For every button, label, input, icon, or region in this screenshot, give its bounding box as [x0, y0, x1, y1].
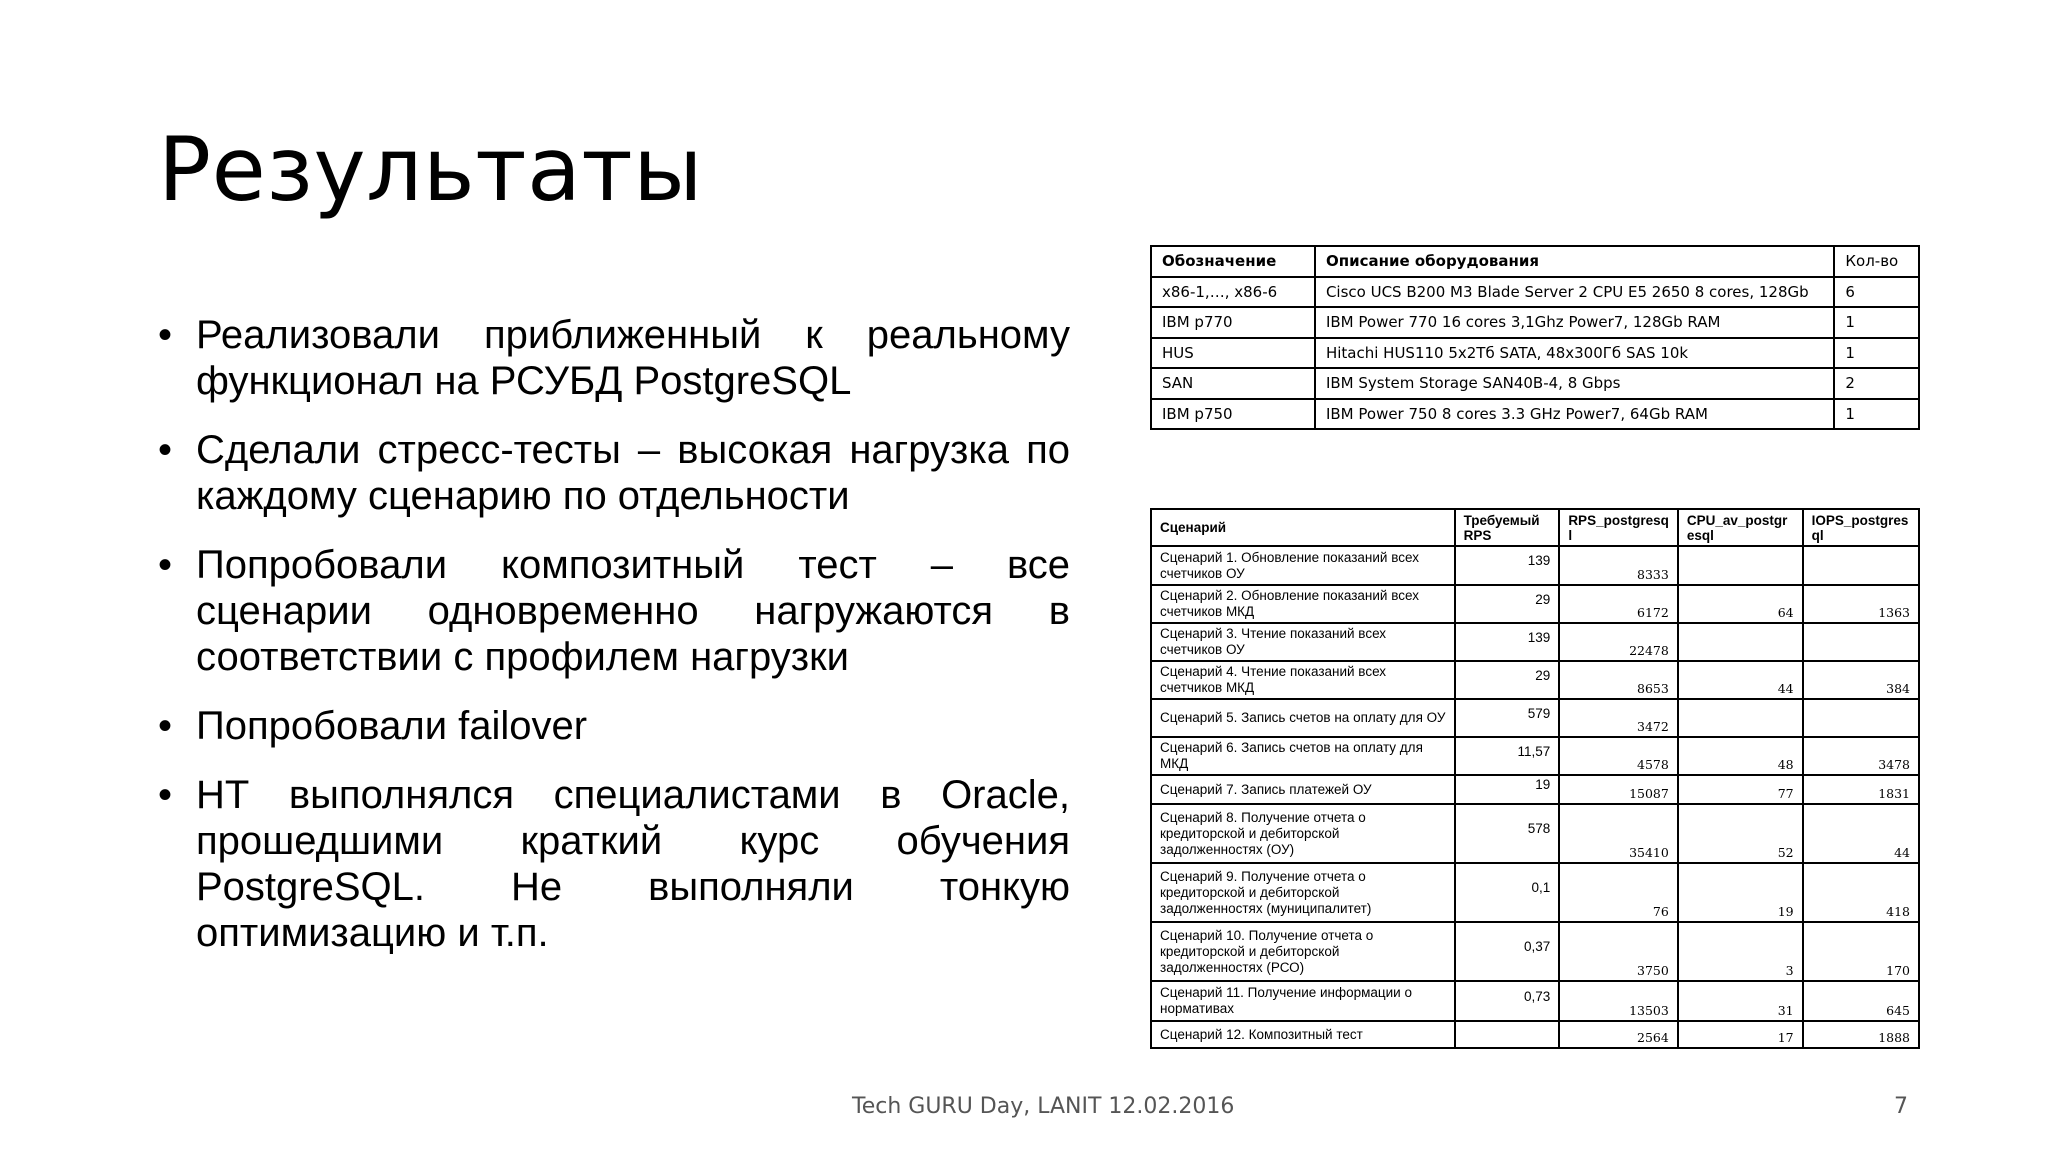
table-cell: Сценарий 1. Обновление показаний всех счетчиков ОУ — [1151, 546, 1455, 585]
table-row — [1151, 1021, 1919, 1048]
table-cell: SAN — [1151, 368, 1315, 399]
table-cell: IBM p770 — [1151, 307, 1315, 338]
table-row — [1151, 307, 1919, 338]
table-cell: 3478 — [1803, 737, 1919, 775]
table-cell: 645 — [1803, 981, 1919, 1021]
table-cell: 4578 — [1559, 737, 1678, 775]
table-cell: 8333 — [1559, 546, 1678, 585]
table-cell: Сценарий 3. Чтение показаний всех счетчиков ОУ — [1151, 623, 1455, 661]
table-header-cell: RPS_postgresql — [1559, 509, 1678, 546]
table-cell: 170 — [1803, 922, 1919, 981]
table-row — [1151, 399, 1919, 430]
table-cell: 6172 — [1559, 585, 1678, 623]
table-cell: HUS — [1151, 338, 1315, 369]
table-cell: 48 — [1678, 737, 1803, 775]
table-cell: 384 — [1803, 661, 1919, 699]
bullet-item: • Попробовали композитный тест – все сценарии одновременно нагружаются в соответствии с профилем нагрузки — [158, 542, 1070, 680]
table-cell: 29 — [1455, 585, 1560, 623]
bullet-list — [158, 312, 1070, 979]
bullet-item: • Реализовали приближенный к реальному функционал на РСУБД PostgreSQL — [158, 312, 1070, 404]
table-cell: IBM Power 750 8 cores 3.3 GHz Power7, 64Gb RAM — [1315, 399, 1834, 430]
table-cell: 1 — [1834, 338, 1919, 369]
table-cell: 44 — [1803, 804, 1919, 863]
scenario-results-table — [1150, 508, 1920, 1049]
table-header-row — [1151, 509, 1919, 546]
bullet-item: • НТ выполнялся специалистами в Oracle, прошедшими краткий курс обучения PostgreSQL. Не выполняли тонкую оптимизацию и т.п. — [158, 772, 1070, 956]
table-cell: 19 — [1455, 775, 1560, 804]
table-cell: 29 — [1455, 661, 1560, 699]
table-cell: 139 — [1455, 546, 1560, 585]
table-row — [1151, 981, 1919, 1021]
table-header-cell: CPU_av_postgresql — [1678, 509, 1803, 546]
table-cell: 52 — [1678, 804, 1803, 863]
table-cell: Сценарий 11. Получение информации о нормативах — [1151, 981, 1455, 1021]
table-cell — [1803, 623, 1919, 661]
table-header-cell: Описание оборудования — [1315, 246, 1834, 277]
table-header-cell: Требуемый RPS — [1455, 509, 1560, 546]
table-cell: 13503 — [1559, 981, 1678, 1021]
table-cell: 2564 — [1559, 1021, 1678, 1048]
table-row — [1151, 338, 1919, 369]
table-cell: 11,57 — [1455, 737, 1560, 775]
table-cell: 17 — [1678, 1021, 1803, 1048]
table-cell: 1 — [1834, 399, 1919, 430]
table-cell — [1678, 623, 1803, 661]
table-cell: Сценарий 9. Получение отчета о кредиторской и дебиторской задолженностях (муниципалитет) — [1151, 863, 1455, 922]
table-row — [1151, 699, 1919, 737]
bullet-item: • Сделали стресс-тесты – высокая нагрузка по каждому сценарию по отдельности — [158, 427, 1070, 519]
table-row — [1151, 804, 1919, 863]
table-cell: 578 — [1455, 804, 1560, 863]
table-row — [1151, 368, 1919, 399]
equipment-table — [1150, 245, 1920, 430]
table-cell — [1803, 546, 1919, 585]
table-cell: 1 — [1834, 307, 1919, 338]
table-cell: 1888 — [1803, 1021, 1919, 1048]
table-cell: Сценарий 4. Чтение показаний всех счетчиков МКД — [1151, 661, 1455, 699]
table-cell: 0,73 — [1455, 981, 1560, 1021]
table-cell: x86-1,…, x86-6 — [1151, 277, 1315, 308]
table-header-row — [1151, 246, 1919, 277]
table-header-cell: Кол-во — [1834, 246, 1919, 277]
page-number: 7 — [1894, 1094, 1908, 1119]
table-cell: 139 — [1455, 623, 1560, 661]
table-cell — [1803, 699, 1919, 737]
table-cell: 3 — [1678, 922, 1803, 981]
table-cell: 19 — [1678, 863, 1803, 922]
table-cell: 579 — [1455, 699, 1560, 737]
table-cell: Сценарий 5. Запись счетов на оплату для ОУ — [1151, 699, 1455, 737]
table-cell: 0,1 — [1455, 863, 1560, 922]
table-cell: 44 — [1678, 661, 1803, 699]
table-cell: 1363 — [1803, 585, 1919, 623]
table-cell: 3750 — [1559, 922, 1678, 981]
table-row — [1151, 922, 1919, 981]
table-cell: 1831 — [1803, 775, 1919, 804]
table-cell: 64 — [1678, 585, 1803, 623]
table-cell: Сценарий 10. Получение отчета о кредиторской и дебиторской задолженностях (РСО) — [1151, 922, 1455, 981]
table-row — [1151, 863, 1919, 922]
table-cell: Сценарий 6. Запись счетов на оплату для МКД — [1151, 737, 1455, 775]
table-cell: 6 — [1834, 277, 1919, 308]
bullet-item: • Попробовали failover — [158, 703, 1070, 749]
footer-text: Tech GURU Day, LANIT 12.02.2016 — [852, 1094, 1235, 1119]
table-cell: 2 — [1834, 368, 1919, 399]
table-cell: 15087 — [1559, 775, 1678, 804]
table-cell — [1678, 699, 1803, 737]
table-cell: 77 — [1678, 775, 1803, 804]
table-cell: Сценарий 2. Обновление показаний всех счетчиков МКД — [1151, 585, 1455, 623]
table-cell: Hitachi HUS110 5x2Тб SATA, 48x300Гб SAS 10k — [1315, 338, 1834, 369]
table-row — [1151, 661, 1919, 699]
table-row — [1151, 737, 1919, 775]
table-row — [1151, 775, 1919, 804]
table-cell — [1455, 1021, 1560, 1048]
table-cell: 0,37 — [1455, 922, 1560, 981]
table-cell: Сценарий 7. Запись платежей ОУ — [1151, 775, 1455, 804]
table-cell: 418 — [1803, 863, 1919, 922]
table-row — [1151, 585, 1919, 623]
table-row — [1151, 277, 1919, 308]
table-row — [1151, 623, 1919, 661]
table-cell: Сценарий 8. Получение отчета о кредиторской и дебиторской задолженностях (ОУ) — [1151, 804, 1455, 863]
table-cell: 3472 — [1559, 699, 1678, 737]
table-row — [1151, 546, 1919, 585]
table-header-cell: Обозначение — [1151, 246, 1315, 277]
table-cell: 76 — [1559, 863, 1678, 922]
table-cell: Сценарий 12. Композитный тест — [1151, 1021, 1455, 1048]
table-cell: 35410 — [1559, 804, 1678, 863]
table-cell: 8653 — [1559, 661, 1678, 699]
table-header-cell: Сценарий — [1151, 509, 1455, 546]
table-cell: 22478 — [1559, 623, 1678, 661]
table-cell: IBM System Storage SAN40B-4, 8 Gbps — [1315, 368, 1834, 399]
table-cell: 31 — [1678, 981, 1803, 1021]
table-cell — [1678, 546, 1803, 585]
table-header-cell: IOPS_postgresql — [1803, 509, 1919, 546]
slide-title: Результаты — [158, 118, 704, 221]
table-cell: Cisco UCS B200 M3 Blade Server 2 CPU E5 2650 8 cores, 128Gb — [1315, 277, 1834, 308]
table-cell: IBM p750 — [1151, 399, 1315, 430]
table-cell: IBM Power 770 16 cores 3,1Ghz Power7, 128Gb RAM — [1315, 307, 1834, 338]
